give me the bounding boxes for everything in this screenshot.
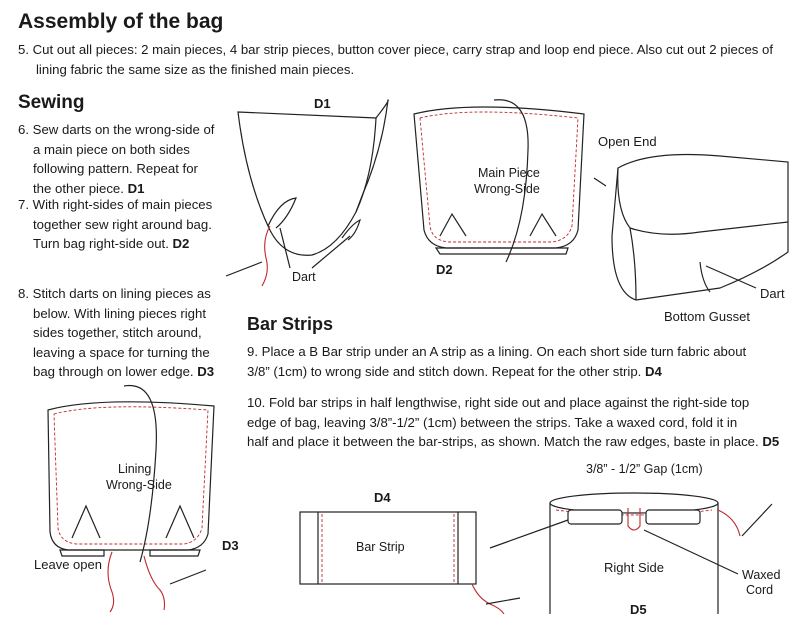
- step-10-ref: D5: [762, 434, 780, 449]
- d4-needle: [486, 598, 520, 604]
- d1-thread: [262, 226, 270, 286]
- step-8-line-2: below. With lining pieces right: [33, 305, 206, 321]
- d2-bag-illustration: [414, 100, 584, 262]
- d5-waxed-label-line-1: Waxed: [742, 568, 781, 582]
- gusset-dart-label: Dart: [760, 286, 785, 301]
- d3-right-dart: [166, 506, 194, 538]
- d5-thread: [718, 510, 740, 536]
- step-7-line-2: together sew right around bag.: [33, 216, 212, 232]
- d2-left-dart: [440, 214, 466, 236]
- d5-gap-label: 3/8” - 1/2” Gap (1cm): [586, 462, 703, 476]
- d5-right-side-label: Right Side: [604, 560, 664, 575]
- step-6-text: the other piece.: [33, 180, 128, 196]
- d1-piece-outline: [238, 112, 376, 255]
- d3-thread: [108, 552, 114, 612]
- d2-label-line-1: Main Piece: [478, 166, 540, 180]
- step-8-text: bag through on lower edge.: [33, 364, 198, 379]
- step-8-ref: D3: [197, 364, 215, 379]
- sewing-heading: Sewing: [18, 92, 85, 113]
- step-7-ref: D2: [172, 236, 190, 251]
- open-end-pointer: [594, 178, 606, 186]
- gusset-bag-outline: [612, 155, 788, 301]
- d3-lining-illustration: [48, 386, 214, 612]
- d2-title: D2: [436, 262, 453, 277]
- d5-bag-top-illustration: [490, 493, 772, 614]
- step-6-line-1: 6. Sew darts on the wrong-side of: [18, 122, 215, 137]
- d3-label-line-1: Lining: [118, 462, 152, 476]
- step-7-text: Turn bag right-side out.: [33, 236, 173, 251]
- d5-left-bar-strip: [568, 510, 622, 524]
- gusset-dart-pointer: [706, 266, 756, 288]
- d4-bar-strip-illustration: [300, 512, 520, 614]
- gusset-bag-fold: [618, 168, 788, 234]
- d1-dart-label: Dart: [292, 270, 316, 284]
- d3-needle: [170, 570, 206, 584]
- step-6-line-3: following pattern. Repeat for: [33, 161, 198, 176]
- d3-base-right: [150, 550, 200, 556]
- d2-base-layer: [436, 248, 568, 254]
- d3-title: D3: [222, 538, 239, 553]
- d4-title: D4: [374, 490, 391, 505]
- step-10-line-2: edge of bag, leaving 3/8”-1/2” (1cm) between the strips. Take a waxed cord, fold it in: [247, 414, 738, 430]
- leave-open-label: Leave open: [34, 557, 102, 572]
- d5-needle: [742, 504, 772, 536]
- d4-strip-label: Bar Strip: [356, 540, 405, 554]
- d3-base-left: [60, 550, 104, 556]
- step-8-line-4: leaving a space for turning the: [33, 344, 210, 360]
- step-6-line-2: a main piece on both sides: [33, 141, 190, 157]
- bar-strips-heading: Bar Strips: [247, 314, 334, 334]
- step-9-text: 3/8” (1cm) to wrong side and stitch down. Repeat for the other strip.: [247, 363, 646, 379]
- step-7-line-1: 7. With right-sides of main pieces: [18, 197, 213, 212]
- gusset-bag-edge: [630, 228, 636, 300]
- step-8-line-1: 8. Stitch darts on lining pieces as: [18, 286, 211, 301]
- step-9-ref: D4: [645, 363, 662, 379]
- d5-title: D5: [630, 602, 647, 617]
- step-10-line-1: 10. Fold bar strips in half lengthwise, right side out and place against the right-side top: [247, 395, 750, 410]
- d1-needle: [226, 262, 262, 276]
- d1-title: D1: [314, 96, 331, 111]
- d3-thread-2: [144, 556, 165, 610]
- d5-right-bar-strip: [646, 510, 700, 524]
- step-6-ref: D1: [127, 180, 145, 196]
- open-end-label: Open End: [598, 134, 657, 149]
- d2-label-line-2: Wrong-Side: [474, 182, 540, 196]
- d1-dart-pointer-right: [312, 236, 350, 268]
- step-8-line-3: sides together, stitch around,: [33, 325, 202, 340]
- d2-right-dart: [530, 214, 556, 236]
- gusset-bag-illustration: [594, 155, 788, 301]
- bottom-gusset-label: Bottom Gusset: [664, 309, 750, 324]
- d1-dart-pointer-left: [280, 228, 290, 268]
- step-9-line-1: 9. Place a B Bar strip under an A strip as a lining. On each short side turn fabric about: [247, 344, 747, 359]
- d3-left-dart: [72, 506, 100, 538]
- d1-left-dart: [268, 198, 296, 228]
- d4-thread: [472, 584, 504, 614]
- d2-thread-curve: [494, 100, 528, 262]
- d5-waxed-cord: [628, 508, 640, 530]
- step-5-line-1: 5. Cut out all pieces: 2 main pieces, 4 bar strip pieces, button cover piece, carry strap and loop end piece. Also cut out 2 pieces of: [18, 42, 774, 57]
- d5-waxed-label-line-2: Cord: [746, 583, 774, 597]
- d3-label-line-2: Wrong-Side: [106, 478, 172, 492]
- step-10-text: half and place it between the bar-strips, as shown. Match the raw edges, baste in place.: [247, 434, 763, 449]
- step-5-line-2: lining fabric the same size as the finished main pieces.: [36, 62, 355, 77]
- page-title: Assembly of the bag: [18, 10, 224, 33]
- d1-main-piece-illustration: [226, 100, 388, 286]
- d5-pointer-strip: [490, 520, 568, 548]
